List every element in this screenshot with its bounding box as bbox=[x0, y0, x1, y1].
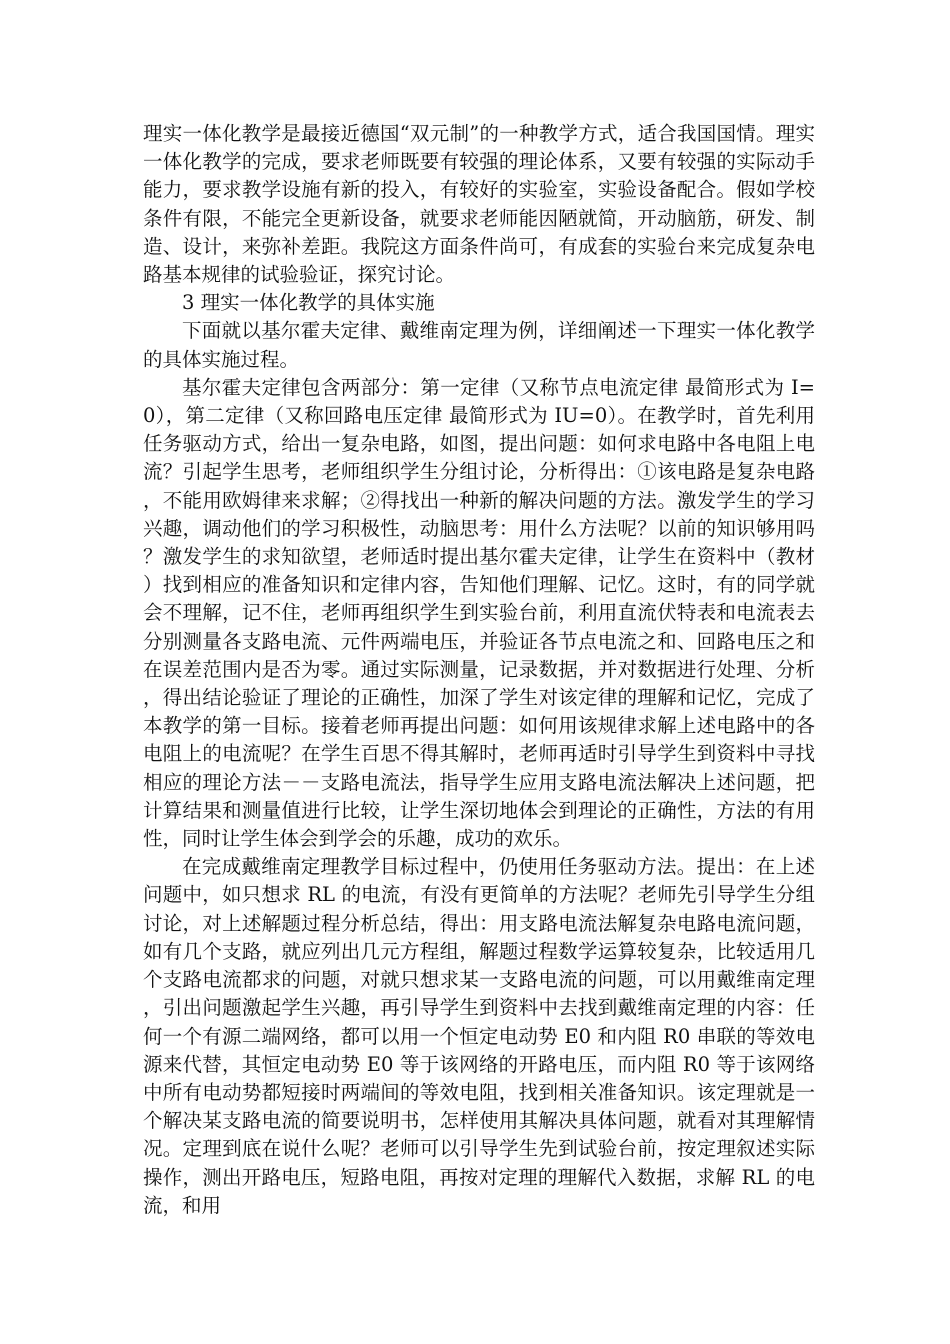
document-page bbox=[143, 120, 815, 1220]
paragraph-thevenin: 在完成戴维南定理教学目标过程中，仍使用任务驱动方法。提出：在上述问题中，如只想求 RL 的电流，有没有更简单的方法呢？老师先引导学生分组讨论，对上述解题过程分析总结，得出：用支路电流法解复杂电路电流问题，如有几个支路，就应列出几元方程组，解题过程数学运算较复杂，比较适用几个支路电流都求的问题，对就只想求某一支路电流的问题，可以用戴维南定理，引出问题激起学生兴趣，再引导学生到资料中去找到戴维南定理的内容：任何一个有源二端网络，都可以用一个恒定电动势 E0 和内阻 R0 串联的等效电源来代替，其恒定电动势 E0 等于该网络的开路电压，而内阻 R0 等于该网络中所有电动势都短接时两端间的等效电阻，找到相关准备知识。该定理就是一个解决某支路电流的简要说明书，怎样使用其解决具体问题，就看对其理解情况。定理到底在说什么呢？老师可以引导学生先到试验台前，按定理叙述实际操作，测出开路电压，短路电阻，再按对定理的理解代入数据，求解 RL 的电流，和用 bbox=[143, 855, 815, 1217]
paragraph-intro-continuation: 理实一体化教学是最接近德国“双元制”的一种教学方式，适合我国国情。理实一体化教学的完成，要求老师既要有较强的理论体系，又要有较强的实际动手能力，要求教学设施有新的投入，有较好的实验室，实验设备配合。假如学校条件有限，不能完全更新设备，就要求老师能因陋就简，开动脑筋，研发、制造、设计，来弥补差距。我院这方面条件尚可，有成套的实验台来完成复杂电路基本规律的试验验证，探究讨论。 bbox=[143, 122, 815, 287]
paragraph-section-intro: 下面就以基尔霍夫定律、戴维南定理为例，详细阐述一下理实一体化教学的具体实施过程。 bbox=[143, 319, 815, 371]
section-heading: 3 理实一体化教学的具体实施 bbox=[182, 291, 435, 315]
paragraph-kirchhoff: 基尔霍夫定律包含两部分：第一定律（又称节点电流定律 最简形式为 I=0），第二定律（又称回路电压定律 最简形式为 IU=0）。在教学时，首先利用任务驱动方式，给出一复杂电路，如图，提出问题：如何求电路中各电阻上电流？引起学生思考，老师组织学生分组讨论，分析得出：①该电路是复杂电路，不能用欧姆律来求解；②得找出一种新的解决问题的方法。激发学生的学习兴趣，调动他们的学习积极性，动脑思考：用什么方法呢？以前的知识够用吗？激发学生的求知欲望，老师适时提出基尔霍夫定律，让学生在资料中（教材）找到相应的准备知识和定律内容，告知他们理解、记忆。这时，有的同学就会不理解，记不住，老师再组织学生到实验台前，利用直流伏特表和电流表去分别测量各支路电流、元件两端电压，并验证各节点电流之和、回路电压之和在误差范围内是否为零。通过实际测量，记录数据，并对数据进行处理、分析，得出结论验证了理论的正确性，加深了学生对该定律的理解和记忆，完成了本教学的第一目标。接着老师再提出问题：如何用该规律求解上述电路中的各电阻上的电流呢？在学生百思不得其解时，老师再适时引导学生到资料中寻找相应的理论方法－－支路电流法，指导学生应用支路电流法解决上述问题，把计算结果和测量值进行比较，让学生深切地体会到理论的正确性，方法的有用性，同时让学生体会到学会的乐趣，成功的欢乐。 bbox=[143, 375, 815, 851]
